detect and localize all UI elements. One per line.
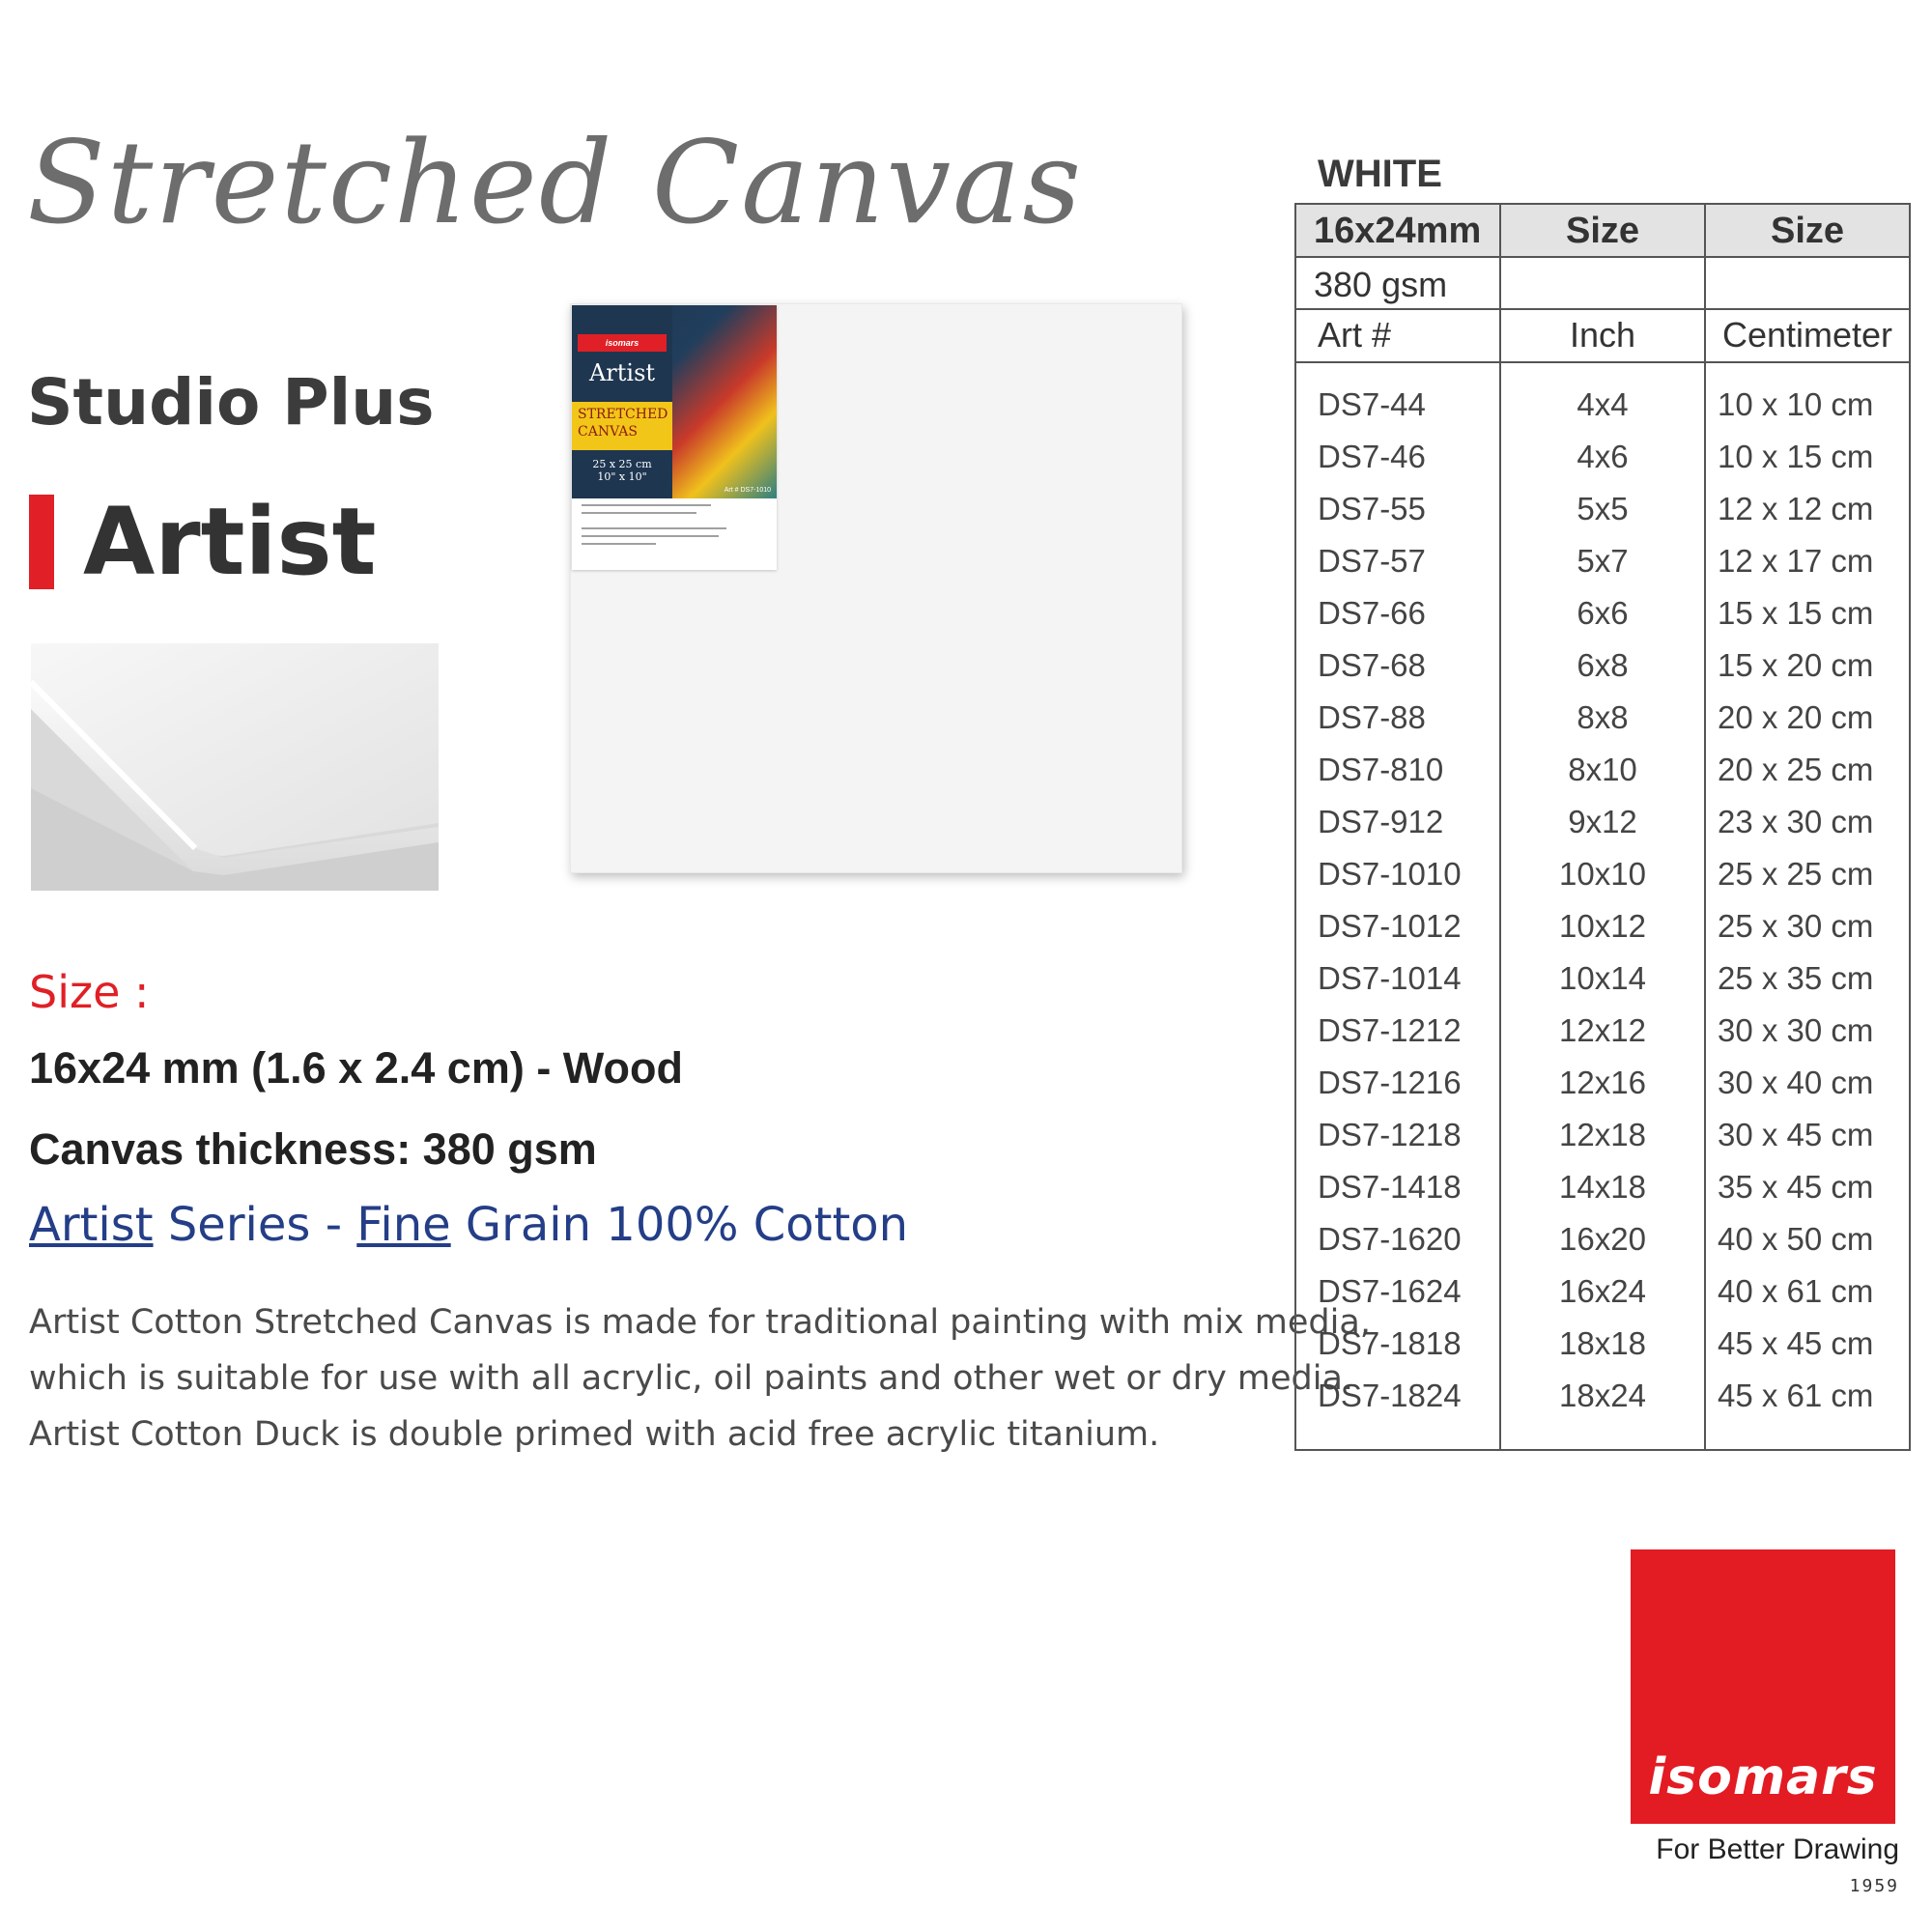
canvas-edge-photo [31,643,439,891]
cm-size-cell: 12 x 17 cm [1718,543,1874,579]
art-number-cell: DS7-1010 [1318,856,1462,892]
inch-size-cell: 8x10 [1568,752,1637,787]
script-title: Stretched Canvas [27,116,1084,249]
label-subtitle-line1: STRETCHED [578,407,668,422]
canvas-edge-drawing [31,643,439,891]
label-fine-print [582,504,767,551]
cm-size-cell: 40 x 50 cm [1718,1221,1874,1257]
art-number-cell: DS7-46 [1318,439,1426,474]
column-header-art: Art # [1318,315,1392,355]
inch-size-cell: 12x18 [1559,1117,1646,1152]
table-header-cell: Size [1770,211,1845,251]
inch-size-cell: 16x24 [1559,1273,1646,1309]
cm-size-cell: 30 x 45 cm [1718,1117,1874,1152]
art-number-cell: DS7-44 [1318,386,1426,422]
description-line: Artist Cotton Stretched Canvas is made for traditional painting with mix media, [29,1303,1371,1342]
product-label-card [572,305,777,570]
inch-size-cell: 6x6 [1577,595,1629,631]
art-number-cell: DS7-1418 [1318,1169,1462,1205]
art-number-cell: DS7-1824 [1318,1378,1462,1413]
column-header-cm: Centimeter [1721,315,1893,355]
cm-size-cell: 20 x 25 cm [1718,752,1874,787]
inch-size-cell: 18x18 [1559,1325,1646,1361]
cm-size-cell: 40 x 61 cm [1718,1273,1874,1309]
size-heading: Size : [29,966,150,1018]
row-divider [1296,308,1909,310]
cm-size-cell: 35 x 45 cm [1718,1169,1874,1205]
series-text-end: Grain 100% Cotton [450,1198,909,1252]
cm-size-cell: 23 x 30 cm [1718,804,1874,839]
cm-size-cell: 15 x 20 cm [1718,647,1874,683]
art-number-cell: DS7-1014 [1318,960,1462,996]
label-size [572,458,672,483]
art-number-cell: DS7-55 [1318,491,1426,526]
cm-size-cell: 25 x 30 cm [1718,908,1874,944]
description [29,1294,1371,1463]
inch-size-cell: 10x14 [1559,960,1646,996]
cm-size-cell: 10 x 10 cm [1718,386,1874,422]
cm-size-cell: 20 x 20 cm [1718,699,1874,735]
studio-plus-heading: Studio Plus [27,365,435,440]
inch-size-cell: 18x24 [1559,1378,1646,1413]
cm-size-cell: 30 x 30 cm [1718,1012,1874,1048]
label-brand-logo: isomars [578,334,667,352]
description-line: which is suitable for use with all acrylic, oil paints and other wet or dry media. [29,1359,1354,1398]
inch-size-cell: 14x18 [1559,1169,1646,1205]
inch-size-cell: 10x12 [1559,908,1646,944]
art-number-cell: DS7-66 [1318,595,1426,631]
art-number-cell: DS7-912 [1318,804,1444,839]
inch-size-cell: 8x8 [1577,699,1629,735]
inch-size-cell: 16x20 [1559,1221,1646,1257]
art-number-cell: DS7-1818 [1318,1325,1462,1361]
art-number-cell: DS7-1212 [1318,1012,1462,1048]
table-header-cell: 16x24mm [1314,211,1482,251]
logo-tagline: For Better Drawing [1656,1833,1899,1865]
art-number-cell: DS7-88 [1318,699,1426,735]
artist-heading: Artist [83,488,377,596]
series-artist-link[interactable]: Artist [29,1198,154,1252]
art-number-cell: DS7-68 [1318,647,1426,683]
label-art-number: Art # DS7-1010 [724,487,771,494]
logo-year: 1959 [1849,1876,1899,1896]
table-header-cell: Size [1565,211,1640,251]
cm-size-cell: 10 x 15 cm [1718,439,1874,474]
thickness-spec: Canvas thickness: 380 gsm [29,1124,597,1174]
label-subtitle-line2: CANVAS [578,424,638,440]
cm-size-cell: 12 x 12 cm [1718,491,1874,526]
art-number-cell: DS7-1218 [1318,1117,1462,1152]
art-number-cell: DS7-57 [1318,543,1426,579]
cm-size-cell: 45 x 45 cm [1718,1325,1874,1361]
cm-size-cell: 45 x 61 cm [1718,1378,1874,1413]
series-fine-link[interactable]: Fine [356,1198,451,1252]
table-subheader-cell: 380 gsm [1314,265,1448,304]
art-number-cell: DS7-1012 [1318,908,1462,944]
description-line: Artist Cotton Duck is double primed with acid free acrylic titanium. [29,1415,1160,1454]
inch-size-cell: 4x6 [1577,439,1629,474]
inch-size-cell: 4x4 [1577,386,1629,422]
inch-size-cell: 12x12 [1559,1012,1646,1048]
row-divider [1296,256,1909,258]
label-size-cm: 25 x 25 cm [592,458,652,470]
cm-size-cell: 25 x 25 cm [1718,856,1874,892]
label-title: Artist [588,359,656,386]
inch-size-cell: 5x7 [1577,543,1629,579]
table-label: WHITE [1318,153,1442,195]
series-line [29,1198,908,1252]
cm-size-cell: 25 x 35 cm [1718,960,1874,996]
label-subtitle [578,406,670,440]
logo-brand-text: isomars [1648,1748,1878,1806]
column-divider [1704,205,1706,1449]
column-header-inch: Inch [1569,315,1636,355]
cm-size-cell: 15 x 15 cm [1718,595,1874,631]
inch-size-cell: 6x8 [1577,647,1629,683]
row-divider [1296,361,1909,363]
art-number-cell: DS7-810 [1318,752,1444,787]
inch-size-cell: 5x5 [1577,491,1629,526]
inch-size-cell: 9x12 [1568,804,1637,839]
art-number-cell: DS7-1216 [1318,1065,1462,1100]
wood-spec: 16x24 mm (1.6 x 2.4 cm) - Wood [29,1043,683,1093]
art-number-cell: DS7-1620 [1318,1221,1462,1257]
inch-size-cell: 12x16 [1559,1065,1646,1100]
inch-size-cell: 10x10 [1559,856,1646,892]
artist-accent-bar [29,495,54,589]
label-size-inch: 10" x 10" [597,470,647,483]
series-text: Series - [153,1198,357,1252]
size-table [1294,203,1911,1451]
cm-size-cell: 30 x 40 cm [1718,1065,1874,1100]
art-number-cell: DS7-1624 [1318,1273,1462,1309]
